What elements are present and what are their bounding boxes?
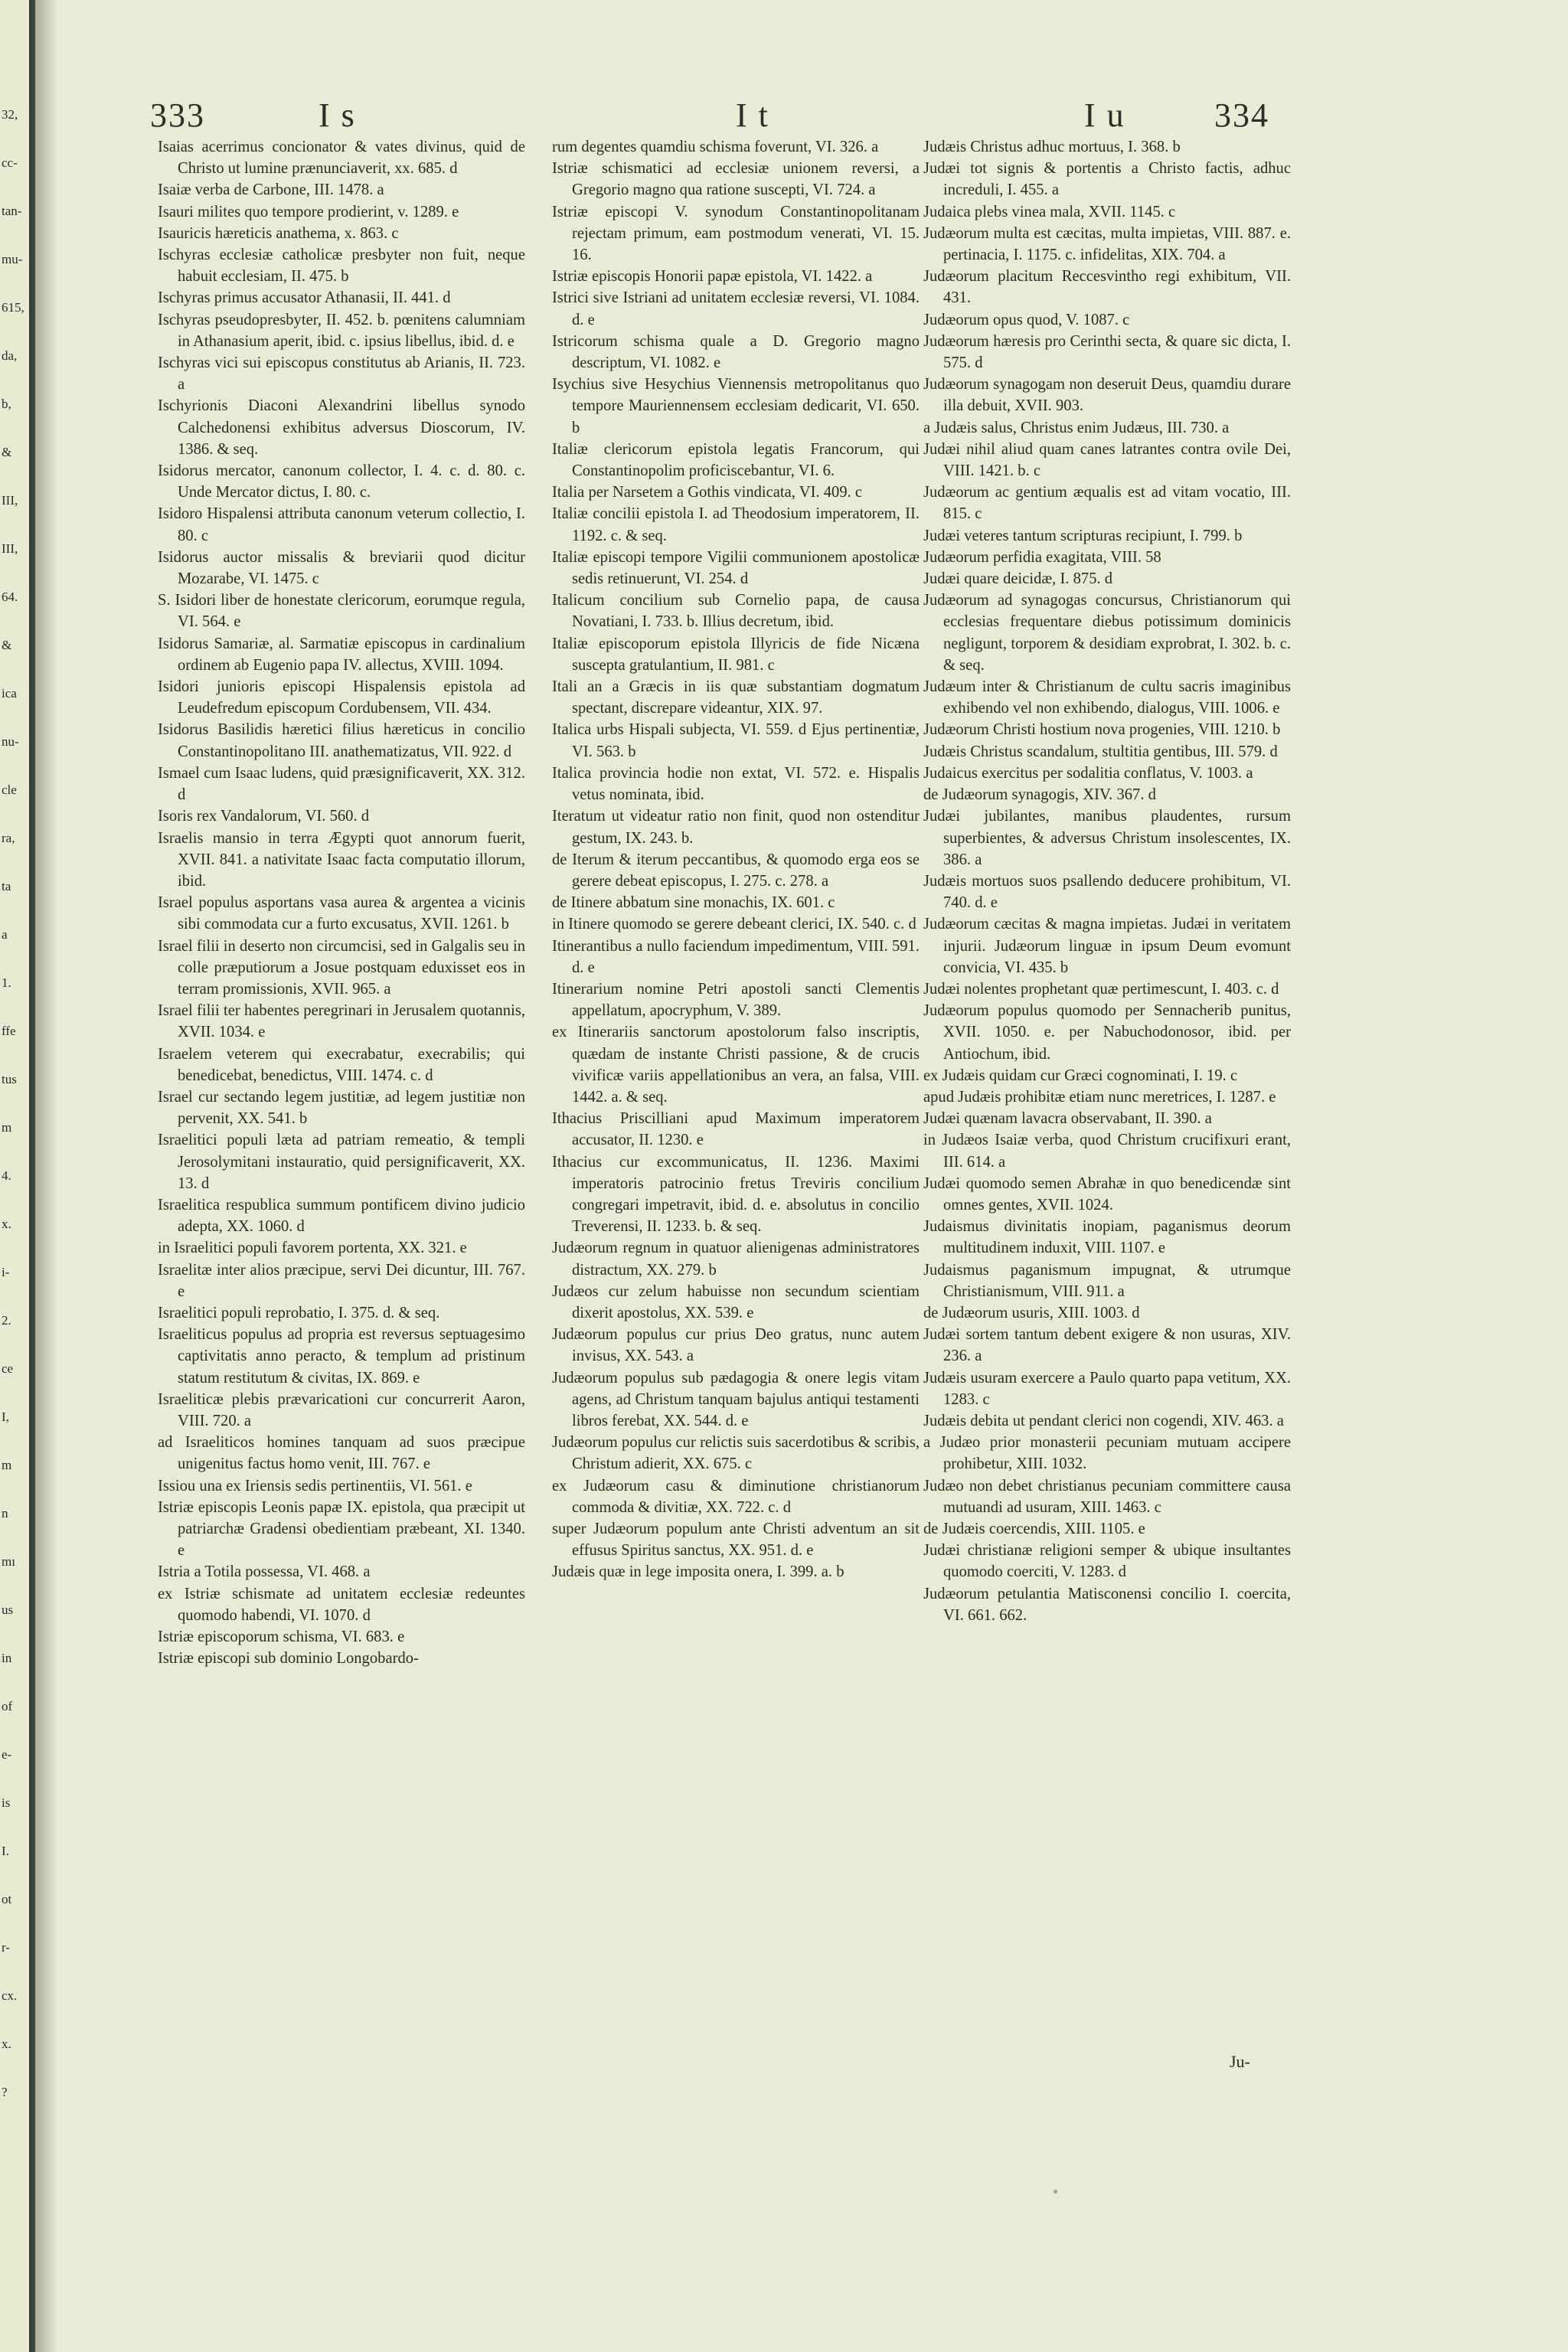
- index-column-2: [552, 136, 920, 1583]
- index-entry: Judæi christianæ religioni semper & ubique insultantes quomodo coerciti, V. 1283. d: [923, 1542, 1291, 1581]
- index-entry: Judæorum opus quod, V. 1087. c: [923, 311, 1130, 328]
- index-entry: Judæorum ac gentium æqualis est ad vitam vocatio, III. 815. c: [923, 484, 1291, 523]
- index-entry: Israeliticæ plebis prævaricationi cur concurrerit Aaron, VIII. 720. a: [158, 1390, 525, 1429]
- index-entry: Istria a Totila possessa, VI. 468. a: [158, 1563, 371, 1581]
- index-entry: Italicum concilium sub Cornelio papa, de causa Novatiani, I. 733. b. Illius decretum, ibid.: [552, 592, 920, 631]
- index-entry: Judaismus divinitatis inopiam, paganismus deorum multitudinem induxit, VIII. 1107. e: [923, 1218, 1291, 1257]
- adjacent-page-fragment: in: [2, 1651, 12, 1665]
- index-entry: Italica urbs Hispali subjecta, VI. 559. d Ejus pertinentiæ, VI. 563. b: [552, 721, 920, 760]
- index-entry: Judæorum populus cur relictis suis sacerdotibus & scribis, Christum adierit, XX. 675. c: [552, 1434, 920, 1473]
- adjacent-page-fragment: us: [2, 1602, 14, 1617]
- index-entry: Istriæ episcopi V. synodum Constantinopolitanam rejectam primum, eam postmodum venerati, VI. 15. 16.: [552, 203, 920, 264]
- index-entry: Judæorum placitum Reccesvintho regi exhibitum, VII. 431.: [923, 268, 1291, 307]
- index-entry: Judæis quæ in lege imposita onera, I. 399. a. b: [552, 1563, 844, 1581]
- index-entry: Judæis usuram exercere a Paulo quarto papa vetitum, XX. 1283. c: [923, 1369, 1291, 1408]
- adjacent-page-fragment: ot: [2, 1892, 12, 1906]
- adjacent-page-fragment: m: [2, 1120, 12, 1135]
- index-entry: Itinerarium nomine Petri apostoli sancti Clementis appellatum, apocryphum, V. 389.: [552, 980, 920, 1020]
- index-entry: ex Judæorum casu & diminutione christianorum commoda & divitiæ, XX. 722. c. d: [552, 1477, 920, 1516]
- index-entry: de Judæorum synagogis, XIV. 367. d: [923, 786, 1156, 804]
- index-entry: Istriæ episcoporum schisma, VI. 683. e: [158, 1628, 405, 1646]
- index-entry: Isidori junioris episcopi Hispalensis epistola ad Leudefredum episcopum Cordubensem, VII. 434.: [158, 678, 525, 717]
- index-entry: rum degentes quamdiu schisma foverunt, VI. 326. a: [552, 139, 879, 155]
- index-entry: Isidorus Samariæ, al. Sarmatiæ episcopus in cardinalium ordinem ab Eugenio papa IV. allectus, XVIII. 1094.: [158, 635, 525, 674]
- adjacent-page-fragment: tus: [2, 1072, 17, 1086]
- index-entry: Isaias acerrimus concionator & vates divinus, quid de Christo ut lumine prænunciaverit, xx. 685. d: [158, 139, 525, 178]
- index-entry: de Judæorum usuris, XIII. 1003. d: [923, 1304, 1140, 1321]
- index-entry: Judæis debita ut pendant clerici non cogendi, XIV. 463. a: [923, 1412, 1284, 1429]
- index-entry: Israeliticus populus ad propria est reversus septuagesimo captivitatis anno peracto, & templum ad pristinum statum restitutum & civitas, IX. 869. e: [158, 1326, 525, 1387]
- index-entry: Judæorum multa est cæcitas, multa impietas, VIII. 887. e. pertinacia, I. 1175. c. infidelitas, XIX. 704. a: [923, 224, 1291, 264]
- index-entry: Judæum inter & Christianum de cultu sacris imaginibus exhibendo vel non exhibendo, dialogus, VIII. 1006. e: [923, 678, 1291, 717]
- index-entry: Ischyras ecclesiæ catholicæ presbyter non fuit, neque habuit ecclesiam, II. 475. b: [158, 247, 525, 286]
- adjacent-page-fragment: 64.: [2, 590, 18, 604]
- index-entry: ex Judæis quidam cur Græci cognominati, I. 19. c: [923, 1067, 1238, 1084]
- adjacent-page-fragment: a: [2, 927, 8, 942]
- adjacent-page-fragment: ta: [2, 879, 11, 893]
- adjacent-page-fragment: b,: [2, 397, 11, 411]
- index-entry: Judæorum hæresis pro Cerinthi secta, & quare sic dicta, I. 575. d: [923, 332, 1291, 372]
- index-entry: Judæi veteres tantum scripturas recipiunt, I. 799. b: [923, 527, 1243, 544]
- index-entry: Italiæ episcoporum epistola Illyricis de fide Nicæna suscepta gratulantium, II. 981. c: [552, 635, 920, 674]
- index-entry: Italica provincia hodie non extat, VI. 572. e. Hispalis vetus nominata, ibid.: [552, 764, 920, 804]
- index-entry: Isidorus Basilidis hæretici filius hæreticus in concilio Constantinopolitano III. anathematizatus, VII. 922. d: [158, 721, 525, 760]
- index-entry: Israelitici populi læta ad patriam remeatio, & templi Jerosolymitani instauratio, quid persignificaverit, XX. 13. d: [158, 1132, 525, 1192]
- adjacent-page-fragment: cx.: [2, 1988, 18, 2003]
- adjacent-page-fragment: I.: [2, 1844, 9, 1858]
- adjacent-page-fragment: I,: [2, 1410, 9, 1424]
- index-entry: Israelitica respublica summum pontificem divino judicio adepta, XX. 1060. d: [158, 1196, 525, 1236]
- index-entry: Ithacius Priscilliani apud Maximum imperatorem accusator, II. 1230. e: [552, 1110, 920, 1149]
- adjacent-page-fragment: i-: [2, 1265, 10, 1279]
- adjacent-page-fragment: 1.: [2, 975, 11, 990]
- header-letters-right: I u: [1084, 96, 1125, 134]
- page-number-right: 334: [1214, 96, 1269, 134]
- index-entry: Israel filii in deserto non circumcisi, sed in Galgalis seu in colle præputiorum a Josue postquam eduxisset eos in terram promissionis, XVII. 965. a: [158, 937, 525, 998]
- adjacent-page-fragment: ce: [2, 1361, 14, 1376]
- adjacent-page-fragment: ffe: [2, 1024, 16, 1038]
- index-entry: Italia per Narsetem a Gothis vindicata, VI. 409. c: [552, 484, 863, 501]
- index-entry: in Israelitici populi favorem portenta, XX. 321. e: [158, 1240, 467, 1257]
- index-column-3: [923, 136, 1291, 1626]
- catchword: Ju-: [1230, 2052, 1250, 2071]
- adjacent-page-fragment: 4.: [2, 1168, 11, 1183]
- index-entry: Judæi tot signis & portentis a Christo factis, adhuc increduli, I. 455. a: [923, 160, 1291, 199]
- adjacent-page-fragment: &: [2, 445, 12, 459]
- index-entry: Judæorum populus sub pædagogia & onere legis vitam agens, ad Christum tanquam bajulus antiqui testamenti libros ferebat, XX. 544. d. e: [552, 1369, 920, 1429]
- index-entry: ex Istriæ schismate ad unitatem ecclesiæ redeuntes quomodo habendi, VI. 1070. d: [158, 1585, 525, 1624]
- index-entry: Isoris rex Vandalorum, VI. 560. d: [158, 808, 370, 825]
- index-entry: Judæorum petulantia Matisconensi concilio I. coercita, VI. 661. 662.: [923, 1585, 1291, 1624]
- adjacent-page-fragment: ica: [2, 686, 17, 701]
- index-column-1: [158, 136, 525, 1669]
- adjacent-page-fragment: x.: [2, 1217, 11, 1231]
- adjacent-page-fragment: III,: [2, 541, 18, 556]
- adjacent-page-fragment: e-: [2, 1747, 12, 1762]
- index-entry: de Iterum & iterum peccantibus, & quomodo erga eos se gerere debeat episcopus, I. 275. c. 278. a: [552, 851, 920, 890]
- adjacent-page-fragment: cc-: [2, 155, 18, 170]
- index-entry: Ithacius cur excommunicatus, II. 1236. Maximi imperatoris patrocinio fretus Treviris concilium congregari impetravit, ibid. d. e. absolutus in concilio Treverensi, II. 1233. b. & seq.: [552, 1153, 920, 1236]
- index-entry: Israel populus asportans vasa aurea & argentea a vicinis sibi commodata cur a furto excusatus, XVII. 1261. b: [158, 894, 525, 933]
- index-entry: Judæi sortem tantum debent exigere & non usuras, XIV. 236. a: [923, 1326, 1291, 1365]
- adjacent-page-fragment: &: [2, 638, 12, 652]
- header-letters-left: I s: [318, 96, 356, 134]
- index-entry: Israelitæ inter alios præcipue, servi Dei dicuntur, III. 767. e: [158, 1261, 525, 1300]
- index-entry: ad Israeliticos homines tanquam ad suos præcipue unigenitus factus homo venit, III. 767. e: [158, 1434, 525, 1473]
- index-entry: Istriæ episcopis Leonis papæ IX. epistola, qua præcipit ut patriarchæ Gradensi obedientiam præbeant, XI. 1340. e: [158, 1498, 525, 1560]
- index-entry: Israelis mansio in terra Ægypti quot annorum fuerit, XVII. 841. a nativitate Isaac facta computatio illorum, ibid.: [158, 829, 525, 890]
- index-entry: Itinerantibus a nullo faciendum impedimentum, VIII. 591. d. e: [552, 937, 920, 976]
- adjacent-page-fragment: III,: [2, 493, 18, 508]
- adjacent-page-edge: [0, 0, 31, 2352]
- index-entry: a Judæo prior monasterii pecuniam mutuam accipere prohibetur, XIII. 1032.: [923, 1434, 1291, 1473]
- index-entry: Judæi quomodo semen Abrahæ in quo benedicendæ sint omnes gentes, XVII. 1024.: [923, 1174, 1291, 1214]
- adjacent-page-fragment: mı: [2, 1554, 15, 1569]
- index-entry: in Itinere quomodo se gerere debeant clerici, IX. 540. c. d: [552, 916, 916, 933]
- index-entry: Isychius sive Hesychius Viennensis metropolitanus quo tempore Mauriennensem ecclesiam dedicarit, VI. 650. b: [552, 376, 920, 436]
- adjacent-page-fragment: m: [2, 1458, 12, 1472]
- index-entry: Judæis mortuos suos psallendo deducere prohibitum, VI. 740. d. e: [923, 872, 1291, 912]
- adjacent-page-fragment: ra,: [2, 831, 15, 845]
- index-entry: ex Itinerariis sanctorum apostolorum falso inscriptis, quædam de instante Christi passione, & de crucis vivificæ variis appellationibus an vera, an falsa, VIII. 1442. a. & seq.: [552, 1024, 920, 1106]
- index-entry: Judæorum cæcitas & magna impietas. Judæi in veritatem injurii. Judæorum linguæ in ipsum Deum evomunt convicia, VI. 435. b: [923, 916, 1291, 976]
- index-page: [35, 0, 1568, 2352]
- index-entry: Istricorum schisma quale a D. Gregorio magno descriptum, VI. 1082. e: [552, 332, 920, 372]
- index-entry: Judæis Christus scandalum, stultitia gentibus, III. 579. d: [923, 743, 1278, 760]
- paper-speck: [1054, 2190, 1057, 2194]
- index-entry: Judæorum Christi hostium nova progenies, VIII. 1210. b: [923, 721, 1281, 739]
- index-entry: S. Isidori liber de honestate clericorum, eorumque regula, VI. 564. e: [158, 592, 525, 631]
- index-entry: Judæi nolentes prophetant quæ pertimescunt, I. 403. c. d: [923, 980, 1279, 998]
- adjacent-page-fragment: 2.: [2, 1313, 11, 1328]
- index-entry: Isaiæ verba de Carbone, III. 1478. a: [158, 181, 384, 199]
- index-entry: Ischyras pseudopresbyter, II. 452. b. pœnitens calumniam in Athanasium aperit, ibid. c. ipsius libellus, ibid. d. e: [158, 311, 525, 350]
- index-entry: Judæorum ad synagogas concursus, Christianorum qui ecclesias frequentare diebus potissimum dominicis negligunt, torporem & desidiam exprobrat, I. 302. b. c. & seq.: [923, 592, 1291, 674]
- index-entry: Ischyras primus accusator Athanasii, II. 441. d: [158, 289, 451, 307]
- index-entry: Judæorum populus quomodo per Sennacherib punitus, XVII. 1050. e. per Nabuchodonosor, ibid. per Antiochum, ibid.: [923, 1002, 1291, 1063]
- index-entry: Judæorum regnum in quatuor alienigenas administratores distractum, XX. 279. b: [552, 1240, 920, 1279]
- adjacent-page-fragment: 32,: [2, 107, 18, 122]
- index-entry: apud Judæis prohibitæ etiam nunc meretrices, I. 1287. e: [923, 1088, 1276, 1106]
- running-header: [150, 96, 1390, 142]
- adjacent-page-fragment: x.: [2, 2037, 11, 2051]
- adjacent-page-fragment: is: [2, 1795, 11, 1810]
- index-entry: Judæorum perfidia exagitata, VIII. 58: [923, 548, 1161, 566]
- index-entry: Isauricis hæreticis anathema, x. 863. c: [158, 224, 399, 242]
- header-letters-middle: I t: [736, 96, 769, 134]
- index-entry: a Judæis salus, Christus enim Judæus, III. 730. a: [923, 419, 1230, 436]
- index-entry: Judæorum synagogam non deseruit Deus, quamdiu durare illa debuit, XVII. 903.: [923, 376, 1291, 415]
- index-entry: Judæi quare deicidæ, I. 875. d: [923, 570, 1113, 588]
- adjacent-page-fragment: cle: [2, 782, 17, 797]
- index-entry: Israelem veterem qui execrabatur, execrabilis; qui benedicebat, benedictus, VIII. 1474. c. d: [158, 1045, 525, 1084]
- adjacent-page-fragment: of: [2, 1699, 13, 1713]
- index-entry: de Itinere abbatum sine monachis, IX. 601. c: [552, 894, 835, 912]
- adjacent-page-fragment: nu-: [2, 734, 19, 749]
- index-entry: de Judæis coercendis, XIII. 1105. e: [923, 1521, 1145, 1537]
- index-entry: Judæos cur zelum habuisse non secundum scientiam dixerit apostolus, XX. 539. e: [552, 1282, 920, 1321]
- index-entry: Ischyrionis Diaconi Alexandrini libellus synodo Calchedonensi exhibitus adversus Dioscorum, IV. 1386. & seq.: [158, 397, 525, 458]
- index-entry: Istriæ episcopis Honorii papæ epistola, VI. 1422. a: [552, 268, 873, 286]
- index-entry: Italiæ episcopi tempore Vigilii communionem apostolicæ sedis retinuerunt, VI. 254. d: [552, 548, 920, 588]
- index-entry: Israel cur sectando legem justitiæ, ad legem justitiæ non pervenit, XX. 541. b: [158, 1088, 525, 1128]
- index-entry: Judæi quænam lavacra observabant, II. 390. a: [923, 1110, 1212, 1128]
- index-entry: Israelitici populi reprobatio, I. 375. d. & seq.: [158, 1304, 440, 1321]
- index-entry: Judæorum populus cur prius Deo gratus, nunc autem invisus, XX. 543. a: [552, 1326, 920, 1365]
- index-entry: Ismael cum Isaac ludens, quid præsignificaverit, XX. 312. d: [158, 764, 525, 804]
- index-entry: Iteratum ut videatur ratio non finit, quod non ostenditur gestum, IX. 243. b.: [552, 808, 920, 847]
- index-entry: Judæi nihil aliud quam canes latrantes contra ovile Dei, VIII. 1421. b. c: [923, 440, 1291, 480]
- index-entry: Isidorus auctor missalis & breviarii quod dicitur Mozarabe, VI. 1475. c: [158, 548, 525, 588]
- index-entry: Isauri milites quo tempore prodierint, v. 1289. e: [158, 203, 459, 220]
- index-entry: Judæo non debet christianus pecuniam committere causa mutuandi ad usuram, XIII. 1463. c: [923, 1477, 1291, 1516]
- adjacent-page-fragment: ?: [2, 2085, 8, 2099]
- adjacent-page-fragment: tan-: [2, 204, 22, 218]
- page-number-left: 333: [150, 96, 205, 134]
- index-entry: Issiou una ex Iriensis sedis pertinentiis, VI. 561. e: [158, 1477, 472, 1494]
- index-entry: Istriæ episcopi sub dominio Longobardo-: [158, 1650, 419, 1668]
- index-entry: super Judæorum populum ante Christi adventum an sit effusus Spiritus sanctus, XX. 951. d. e: [552, 1521, 920, 1560]
- adjacent-page-fragment: da,: [2, 348, 18, 363]
- index-entry: Ischyras vici sui episcopus constitutus ab Arianis, II. 723. a: [158, 354, 525, 394]
- adjacent-page-fragment: r-: [2, 1940, 10, 1955]
- index-entry: Istrici sive Istriani ad unitatem ecclesiæ reversi, VI. 1084. d. e: [552, 289, 920, 328]
- index-entry: Istriæ schismatici ad ecclesiæ unionem reversi, a Gregorio magno qua ratione suscepti, VI. 724. a: [552, 160, 920, 199]
- index-entry: Itali an a Græcis in iis quæ substantiam dogmatum spectant, discrepare videantur, XIX. 97.: [552, 678, 920, 717]
- index-entry: Italiæ clericorum epistola legatis Francorum, qui Constantinopolim proficiscebantur, VI. 6.: [552, 440, 920, 480]
- adjacent-page-fragment: 615,: [2, 300, 24, 315]
- index-entry: Judaica plebs vinea mala, XVII. 1145. c: [923, 203, 1176, 220]
- index-entry: in Judæos Isaiæ verba, quod Christum crucifixuri erant, III. 614. a: [923, 1132, 1291, 1171]
- index-entry: Israel filii ter habentes peregrinari in Jerusalem quotannis, XVII. 1034. e: [158, 1002, 525, 1041]
- index-entry: Judaismus paganismum impugnat, & utrumque Christianismum, VIII. 911. a: [923, 1261, 1291, 1300]
- gutter-shadow: [35, 0, 58, 2352]
- index-entry: Italiæ concilii epistola I. ad Theodosium imperatorem, II. 1192. c. & seq.: [552, 505, 920, 544]
- adjacent-page-fragment: n: [2, 1506, 8, 1521]
- index-entry: Isidorus mercator, canonum collector, I. 4. c. d. 80. c. Unde Mercator dictus, I. 80. c.: [158, 462, 525, 501]
- index-entry: Judæis Christus adhuc mortuus, I. 368. b: [923, 139, 1181, 155]
- adjacent-page-fragment: mu-: [2, 252, 23, 266]
- index-entry: Isidoro Hispalensi attributa canonum veterum collectio, I. 80. c: [158, 505, 525, 544]
- index-entry: Judæi jubilantes, manibus plaudentes, rursum superbientes, & adversus Christum insolescentes, IX. 386. a: [923, 808, 1291, 868]
- index-entry: Judaicus exercitus per sodalitia conflatus, V. 1003. a: [923, 764, 1253, 782]
